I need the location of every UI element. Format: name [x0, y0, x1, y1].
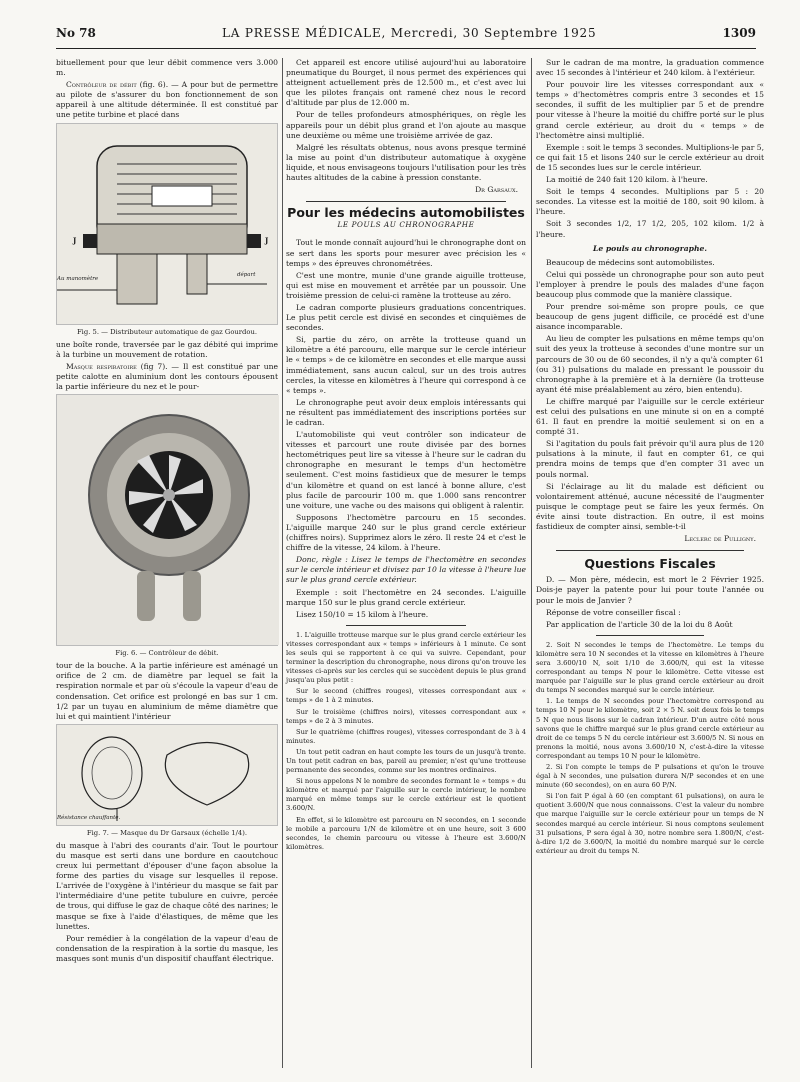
- paragraph: Par application de l'article 30 de la loi du 8 Août: [546, 619, 733, 629]
- paragraph: Exemple : soit le temps 3 secondes. Multiplions-le par 5, ce qui fait 15 et lisons 240 sur le cercle extérieur au droit de 15 secondes lues sur le cercle intérieur.: [536, 142, 764, 172]
- section-subheading: LE POULS AU CHRONOGRAPHE: [337, 220, 475, 230]
- footnote: Si nous appelons N le nombre de secondes formant le « temps » du kilomètre et marqué par l'aiguille sur le cercle intérieur, le nombre marqué en même temps sur le cercle extérieur est le quotient 3.600/N.: [286, 777, 526, 813]
- paragraph-text: (fig 7). — Il est constitué par une petite calotte en aluminium dont les contours épousent la partie inférieure du nez et le pour-: [56, 361, 279, 392]
- section-heading: Questions Fiscales: [584, 556, 716, 572]
- label-manometer: Au manomètre: [57, 275, 99, 282]
- footnote: Sur le troisième (chiffres noirs), vitesses correspondant aux « temps » de 2 à 3 minutes.: [286, 707, 526, 725]
- paragraph: du masque à l'abri des courants d'air. Tout le pourtour du masque est serti dans une bordure en caoutchouc creux lui permettant d'épouser d'une façon absolue la forme des parties du visage sur lesquelles il repose. L'arrivée de l'oxygène à l'intérieur du masque se fait par l'intermédiaire d'une petite tubulure en cuivre, percée de trous, qui diffuse le gaz de chaque côté des narines; le masque se fixe à l'aide d'élastiques, de même que les lunettes.: [56, 840, 278, 931]
- formula-line: Lisez 150/10 = 15 kilom à l'heure.: [296, 609, 429, 619]
- paragraph: Réponse de votre conseiller fiscal :: [546, 607, 681, 617]
- paragraph: Pour prendre soi-même son propre pouls, ce que beaucoup de gens jugent difficile, ce procédé est d'une aisance incomparable.: [536, 302, 764, 332]
- footnote: 2. Si l'on compte le temps de P pulsations et qu'on le trouve égal à N secondes, une pulsation durera N/P secondes et en une minute (60 secondes), on en aura 60 P/N.: [536, 763, 764, 790]
- column-1: [56, 58, 278, 966]
- paragraph: Supposons l'hectomètre parcouru en 15 secondes. L'aiguille marque 240 sur le plus grand cercle extérieur (chiffres noirs). Supprimez alors le zéro. Il reste 24 et c'est le chiffre de la vitesse, 24 kilom. à l'heure.: [286, 512, 526, 553]
- paragraph: D. — Mon père, médecin, est mort le 2 Février 1925. Dois-je payer la patente pour lui pour toute l'année ou pour le mois de Janvier ?: [536, 575, 764, 605]
- paragraph: Pour remédier à la congélation de la vapeur d'eau de condensation de la respiration à la sortie du masque, les masques sont munis d'un dispositif chauffant électrique.: [56, 933, 278, 963]
- paragraph: Cet appareil est encore utilisé aujourd'hui au laboratoire pneumatique du Bourget, il nous permet des expériences qui atteignent actuellement près de 12.500 m., et c'est avec lui que les pilotes français ont ramené chez nous le record d'altitude par plus de 12.000 m.: [286, 58, 526, 108]
- publication-title: LA PRESSE MÉDICALE, Mercredi, 30 Septembre 1925: [222, 26, 597, 40]
- paragraph: Le chiffre marqué par l'aiguille sur le cercle extérieur est celui des pulsations en une minute si on en a compté 61. Il faut en prendre la moitié seulement si on en a compté 31.: [536, 396, 764, 437]
- label-j-left: J: [73, 235, 77, 245]
- label-depart: départ: [237, 271, 256, 278]
- footnote: Un tout petit cadran en haut compte les tours de un jusqu'à trente. Un tout petit cadran en bas, pareil au premier, n'est qu'une trotteuse permanente des secondes, comme sur les montres ordinaires.: [286, 747, 526, 775]
- paragraph: bituellement pour que leur débit commence vers 3.000 m.: [56, 58, 278, 78]
- section-rule: [556, 550, 744, 551]
- paragraph: Exemple : soit l'hectomètre en 24 secondes. L'aiguille marque 150 sur le plus grand cercle extérieur.: [286, 587, 526, 607]
- paragraph: Pour de telles profondeurs atmosphériques, on règle les appareils pour un débit plus grand et l'on ajoute au masque une deuxième ou même une troisième arrivée de gaz.: [286, 110, 526, 140]
- column-2: [286, 58, 526, 854]
- paragraph: Soit 3 secondes 1/2, 17 1/2, 205, 102 kilom. 1/2 à l'heure.: [536, 219, 764, 239]
- subsection-heading: Le pouls au chronographe.: [593, 243, 707, 253]
- paragraph: tour de la bouche. A la partie inférieure est aménagé un orifice de 2 cm. de diamètre par lequel se fait la respiration normale et par où s'écoule la vapeur d'eau de condensation. Cet orifice est prolongé en bas sur 1 cm. 1/2 par un tuyau en aluminium de même diamètre que lui et qui maintient l'intérieur: [56, 661, 278, 721]
- garsaux-mask-drawing: [57, 725, 279, 825]
- paragraph: Sur le cadran de ma montre, la graduation commence avec 15 secondes à l'intérieur et 240 kilom. à l'extérieur.: [536, 58, 764, 78]
- paragraph: Celui qui possède un chronographe pour son auto peut l'employer à prendre le pouls des malades d'une façon beaucoup plus commode que la manière classique.: [536, 269, 764, 299]
- footnote: En effet, si le kilomètre est parcouru en N secondes, en 1 seconde le mobile a parcouru 1/N de kilomètre et en une heure, soit 3 600 secondes, le chemin parcouru ou vitesse à l'heure est 3.600/N kilomètres.: [286, 815, 526, 851]
- paragraph: Si l'agitation du pouls fait prévoir qu'il aura plus de 120 pulsations à la minute, il faut en compter 61, ce qui prendra moins de temps que d'en compter 31 avec un pouls normal.: [536, 439, 764, 479]
- paragraph-text: (fig. 6). — A pour but de permettre au pilote de s'assurer du bon fonctionnement de son appareil à une altitude déterminée. Il est constitué par une petite turbine et placé dans: [56, 80, 278, 120]
- gas-distributor-drawing: [57, 124, 279, 324]
- rule-paragraph: Donc, règle : Lisez le temps de l'hectomètre en secondes sur le cercle intérieur et divisez par 10 la vitesse à l'heure lue sur le plus grand cercle extérieur.: [286, 555, 526, 585]
- label-heating-resistor: Résistance chauffante.: [57, 814, 121, 821]
- footnote: Si l'on fait P égal à 60 (en comptant 61 pulsations), on aura le quotient 3.600/N que nous connaissons. C'est la valeur du nombre que marque l'aiguille sur le cercle extérieur pour un temps de N secondes marqué au cercle intérieur. Si nous comptons seulement 31 pulsations, P sera égal à 30, notre nombre sera 1.800/N, c'est-à-dire 1/2 de 3.600/N, la moitié du nombre marqué sur le cercle extérieur au droit du temps N.: [536, 792, 764, 855]
- paragraph: [56, 362, 278, 392]
- section-rule: [306, 201, 506, 202]
- footnote-rule: [596, 635, 704, 636]
- paragraph: Le cadran comporte plusieurs graduations concentriques. Le plus petit cercle est divisé en secondes et cinquièmes de secondes.: [286, 302, 526, 333]
- figure-7-diagram: [56, 724, 278, 826]
- label-j-right: J: [265, 235, 269, 245]
- paragraph: Malgré les résultats obtenus, nous avons presque terminé la mise au point d'un distributeur automatique à oxygène liquide, et nous envisageons toujours l'utilisation pour les très hautes altitudes de la cabine à pression constante.: [286, 142, 526, 183]
- paragraph: L'automobiliste qui veut contrôler son indicateur de vitesses et parcourt une route divisée par des bornes hectométriques peut lire sa vitesse à l'heure sur le cadran du chronographe en mesurant le temps d'un hectomètre seulement. C'est moins fastidieux que de mesurer le temps d'un kilomètre et quand on est lancé à bonne allure, c'est plus facile de parcourir 100 m. que 1.000 sans rencontrer une voiture, une vache ou des maisons qui obligent à ralentir.: [286, 430, 526, 510]
- footnote-rule: [346, 625, 466, 626]
- paragraph: C'est une montre, munie d'une grande aiguille trotteuse, qui est mise en mouvement et arrêtée par un poussoir. Une troisième pression de celui-ci ramène la trotteuse au zéro.: [286, 270, 526, 300]
- paragraph: La moitié de 240 fait 120 kilom. à l'heure.: [546, 175, 708, 185]
- flow-controller-photo: [57, 395, 279, 645]
- paragraph: Si, partie du zéro, on arrête la trotteuse quand un kilomètre a été parcouru, elle marque sur le cercle intérieur le « temps » de ce kilomètre en secondes et elle marque aussi immédiatement, sans aucun calcul, sur un des trois autres cercles, la vitesse en kilomètres à l'heure qui correspond à ce « temps ».: [286, 335, 526, 395]
- signature: Dr Garsaux.: [475, 185, 518, 195]
- paragraph: Soit le temps 4 secondes. Multiplions par 5 : 20 secondes. La vitesse est la moitié de 180, soit 90 kilom. à l'heure.: [536, 187, 764, 217]
- paragraph: Beaucoup de médecins sont automobilistes.: [546, 257, 715, 267]
- page-number: 1309: [722, 26, 756, 40]
- column-rule-1: [282, 58, 283, 1068]
- paragraph: Si l'éclairage au lit du malade est déficient ou volontairement atténué, aucune nécessité de l'augmenter puisque le comptage peut se faire les yeux fermés. On évite ainsi toute distraction. En outre, il est moins fastidieux de compter ainsi, semble-t-il: [536, 481, 764, 532]
- paragraph: Pour pouvoir lire les vitesses correspondant aux « temps » d'hectomètres compris entre 3 secondes et 15 secondes, il suffit de les multiplier par 5 et de prendre pour vitesse à l'heure la moitié du chiffre porté sur le plus grand cercle extérieur, au droit du « temps » de l'hectomètre ainsi multiplié.: [536, 80, 764, 140]
- section-heading: Pour les médecins automobilistes: [287, 205, 525, 221]
- footnotes: [536, 641, 764, 856]
- signature: Leclerc de Pulligny.: [684, 534, 756, 544]
- figure-5-caption: Fig. 5. — Distributeur automatique de gaz Gourdou.: [76, 327, 258, 336]
- issue-number: No 78: [56, 26, 96, 40]
- paragraph: Tout le monde connaît aujourd'hui le chronographe dont on se sert dans les sports pour mesurer avec précision les « temps » des épreuves chronométrées.: [286, 238, 526, 268]
- footnote: Sur le quatrième (chiffres rouges), vitesses correspondant de 3 à 4 minutes.: [286, 727, 526, 745]
- paragraph: une boîte ronde, traversée par le gaz débité qui imprime à la turbine un mouvement de rotation.: [56, 339, 278, 359]
- lead-term: Contrôleur de débit: [66, 80, 137, 90]
- figure-7-caption: Fig. 7. — Masque du Dr Garsaux (échelle 1/4).: [86, 828, 248, 837]
- footnote: 1. Le temps de N secondes pour l'hectomètre correspond au temps 10 N pour le kilomètre, soit 2 × 5 N. soit deux fois le temps 5 N que nous lisons sur le cadran intérieur. D'un autre côté nous savons que le chiffre marqué sur le plus grand cercle extérieur au droit de ce temps 5 N du cercle intérieur est 3.600/5 N. Si nous en prenons la moitié, nous avons 3.600/10 N, c'est-à-dire la vitesse correspondant au temps 10 N pour le kilomètre.: [536, 697, 764, 760]
- paragraph: Au lieu de compter les pulsations en même temps qu'on suit des yeux la trotteuse à secondes d'une montre sur un parcours de 30 ou de 60 secondes, il n'y a qu'à compter 61 (ou 31) pulsations du malade en pressant le poussoir du chronographe à la première et à la dernière (la trotteuse ayant été mise préalablement au zéro, bien entendu).: [536, 334, 764, 394]
- column-rule-2: [531, 58, 532, 1068]
- figure-6-caption: Fig. 6. — Contrôleur de débit.: [115, 649, 219, 658]
- figure-5-diagram: [56, 123, 278, 325]
- column-3: [536, 58, 764, 858]
- lead-term: Masque respiratoire: [66, 361, 137, 371]
- footnote: 1. L'aiguille trotteuse marque sur le plus grand cercle extérieur les vitesses correspondant aux « temps » inférieurs à 1 minute. Ce sont les seuls qui se rapportent à ce qui va suivre. Cependant, pour terminer la description du chronographe, nous dirons qu'on trouve les vitesses ci-après sur les cercles qui se succèdent depuis le plus grand jusqu'au plus petit :: [286, 630, 526, 685]
- footnote: 2. Soit N secondes le temps de l'hectomètre. Le temps du kilomètre sera 10 N secondes et la vitesse en kilomètres à l'heure sera 3.600/10 N, soit 1/10 de 3.600/N, qui est la vitesse correspondant au temps N pour le kilomètre. Cette vitesse est marquée par l'aiguille sur le plus grand cercle extérieur au droit du temps N secondes marqué sur le cercle intérieur.: [536, 640, 764, 695]
- paragraph: Le chronographe peut avoir deux emplois intéressants qui ne résultent pas immédiatement des inscriptions portées sur le cadran.: [286, 397, 526, 427]
- figure-6-photo: [56, 394, 278, 646]
- footnotes: [286, 631, 526, 852]
- footnote: Sur le second (chiffres rouges), vitesses correspondant aux « temps » de 1 à 2 minutes.: [286, 687, 526, 705]
- paragraph: [56, 80, 278, 120]
- page-header: [56, 26, 756, 49]
